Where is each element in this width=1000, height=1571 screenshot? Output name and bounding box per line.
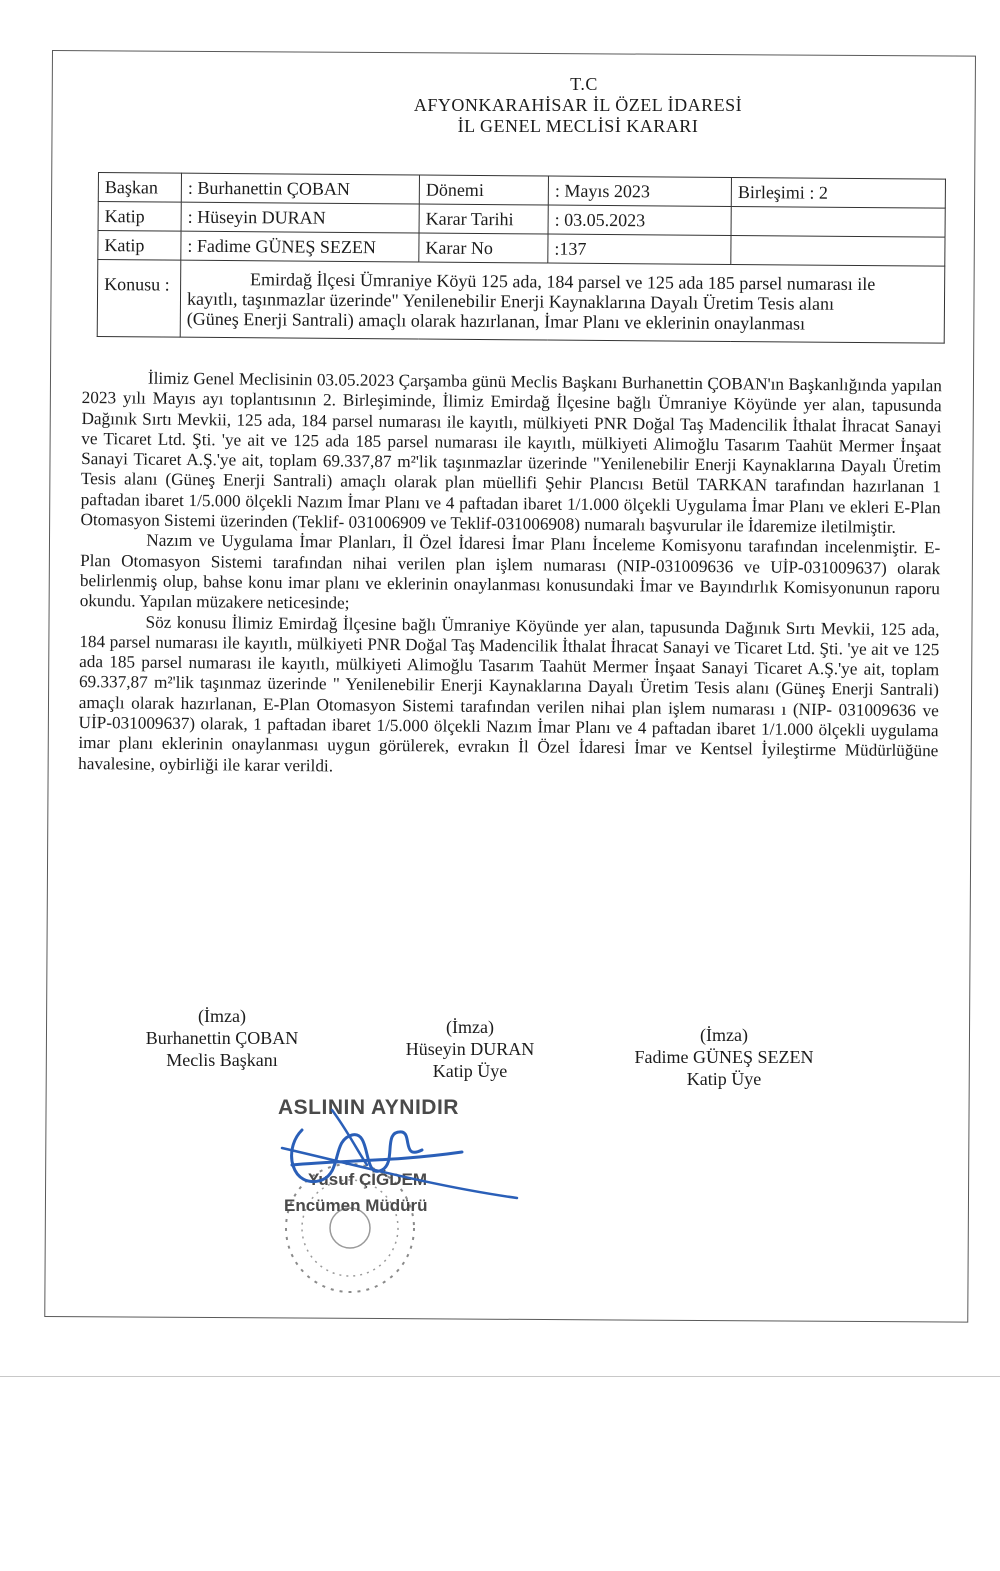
signature-imza: (İmza) (446, 1017, 494, 1037)
konu-label: Konusu (104, 274, 161, 295)
katip2-value: : Fadime GÜNEŞ SEZEN (181, 231, 419, 262)
signature-block-baskan (102, 1005, 342, 1071)
karar-no-value: :137 (548, 234, 731, 264)
stamp-role: Encümen Müdürü (284, 1196, 428, 1215)
konu-line-3: (Güneş Enerji Santrali) amaçlı olarak hazırlanan, İmar Planı ve eklerinin onaylanması (186, 308, 806, 334)
karar-no-label: Karar No (419, 233, 548, 263)
body-paragraph-3: Söz konusu İlimiz Emirdağ İlçesine bağlı Ümraniye Köyünde yer alan, tapusunda Dağınık Sırtı Mevkii, 125 ada, 184 parsel numarası ile kayıtlı, mülkiyeti PNR Doğal Taş Madencilik İthalat İhracat Sanayi ve Ticaret Ltd. Şti. 'ye ait ve 125 ada 185 parsel numarası ile kayıtlı, mülkiyeti Alimoğlu Tasarım Taahüt Mermer İnşaat Sanayi Ticaret A.Ş.'ye ait, toplam 69.337,87 m²'lik taşınmaz üzerinde " Yenilenebilir Enerji Kaynaklarına Dayalı Üretim Tesis alanı (Güneş Enerji Santrali) amaçlı olarak hazırlanan, E-Plan Otomasyon Sistemi tarafından verilen nihai plan işlem numarası ı (NIP- 031009636 ve UİP-031009637) olarak, 1 paftadan ibaret 1/5.000 ölçekli Nazım İmar Planı ve 4 paftadan ibaret 1/1.000 ölçekli uygulama imar planı eklerinin onaylanması uygun görülerek, evrakın İl Özel İdaresi İmar ve Kentsel İyileştirme Müdürlüğüne havalesine, oybirliği ile karar verildi. (78, 612, 940, 776)
konu-label-cell (97, 260, 181, 338)
birlesim-cell (731, 177, 945, 208)
document-header (0, 74, 1000, 137)
signature-block-katip-2 (604, 1024, 844, 1090)
empty-cell (731, 235, 945, 266)
signature-role: Katip Üye (686, 1069, 762, 1089)
decision-body (78, 368, 942, 782)
donem-label: Dönemi (419, 175, 548, 205)
body-paragraph-2: Nazım ve Uygulama İmar Planları, İl Özel İdaresi İmar Planı İnceleme Komisyonu tarafından incelenmiştir. E-Plan Otomasyon Sistemi tarafından nihai verilen plan işlem numarası (NIP-031009636 ve UİP-031009637) olarak belirlenmiş olup, bahse konu imar planı ve eklerinin onaylanması konusundaki İmar ve Bayındırlık Komisyonunun raporu okundu. Yapılan müzakere neticesinde; (79, 531, 941, 613)
baskan-label: Başkan (98, 173, 181, 203)
decision-info-table (97, 172, 946, 344)
katip2-label: Katip (98, 231, 181, 261)
signature-block-katip-1 (350, 1016, 590, 1082)
katip1-label: Katip (98, 202, 181, 232)
scan-edge-line (0, 1376, 1000, 1377)
certified-copy-stamp (262, 1090, 542, 1310)
konu-colon: : (164, 274, 170, 295)
konu-text (180, 260, 945, 343)
handwritten-signature-icon (262, 1090, 542, 1310)
signature-role: Meclis Başkanı (166, 1050, 278, 1070)
signature-name: Hüseyin DURAN (405, 1039, 535, 1059)
signature-imza: (İmza) (198, 1006, 246, 1026)
karar-tarihi-value: : 03.05.2023 (548, 205, 731, 235)
stamp-name: Yusuf ÇİĞDEM (308, 1170, 428, 1189)
signature-name: Burhanettin ÇOBAN (145, 1028, 299, 1048)
empty-cell (731, 206, 945, 237)
header-line-title: İL GENEL MECLİSİ KARARI (457, 116, 699, 136)
body-paragraph-1: İlimiz Genel Meclisinin 03.05.2023 Çarşamba günü Meclis Başkanı Burhanettin ÇOBAN'ın Başkanlığında yapılan 2023 yılı Mayıs ayı toplantısının 2. Birleşiminde, İlimiz Emirdağ İlçesine bağlı Ümraniye Köyünde yer alan, tapusunda Dağınık Sırtı Mevkii, 125 ada, 184 parsel numarası ile kayıtlı, mülkiyeti PNR Doğal Taş Madencilik İthalat İhracat Sanayi ve Ticaret Ltd. Şti. 'ye ait ve 125 ada 185 parsel numarası ile kayıtlı, mülkiyeti Alimoğlu Tasarım Taahüt Mermer İnşaat Sanayi Ticaret A.Ş.'ye ait, toplam 69.337,87 m²'lik taşınmazlar üzerinde "Yenilenebilir Enerji Kaynaklarına Dayalı Üretim Tesis alanı (Güneş Enerji Santrali) amaçlı olarak plan müellifi Şehir Plancısı Betül TARKAN tarafından hazırlanan 1 paftadan ibaret 1/5.000 ölçekli Nazım İmar Planı ve 4 paftadan ibaret 1/1.000 ölçekli Uygulama İmar Planı ve ekleri E-Plan Otomasyon Sistemi üzerinden (Teklif- 031006909 ve Teklif-031006908) numaralı başvurular ile İdaremize iletilmiştir. (80, 368, 942, 537)
header-line-tc: T.C (570, 74, 598, 94)
stamp-title: ASLININ AYNIDIR (278, 1096, 459, 1119)
signature-role: Katip Üye (432, 1061, 508, 1081)
birlesim-label: Birleşimi (737, 181, 805, 203)
baskan-value: : Burhanettin ÇOBAN (181, 173, 419, 204)
birlesim-value: : 2 (809, 182, 828, 203)
karar-tarihi-label: Karar Tarihi (419, 204, 548, 234)
katip1-value: : Hüseyin DURAN (181, 202, 419, 233)
signature-imza: (İmza) (700, 1025, 748, 1045)
donem-value: : Mayıs 2023 (548, 176, 731, 206)
signature-name: Fadime GÜNEŞ SEZEN (634, 1047, 814, 1067)
konu-line-2: kayıtlı, taşınmazlar üzerinde" Yenilenebilir Enerji Kaynaklarına Dayalı Üretim Tesis alanı (186, 288, 835, 314)
header-line-institution: AFYONKARAHİSAR İL ÖZEL İDARESİ (413, 95, 743, 115)
konu-line-1: Emirdağ İlçesi Ümraniye Köyü 125 ada, 184 parsel ve 125 ada 185 parsel numarası ile (249, 269, 876, 295)
